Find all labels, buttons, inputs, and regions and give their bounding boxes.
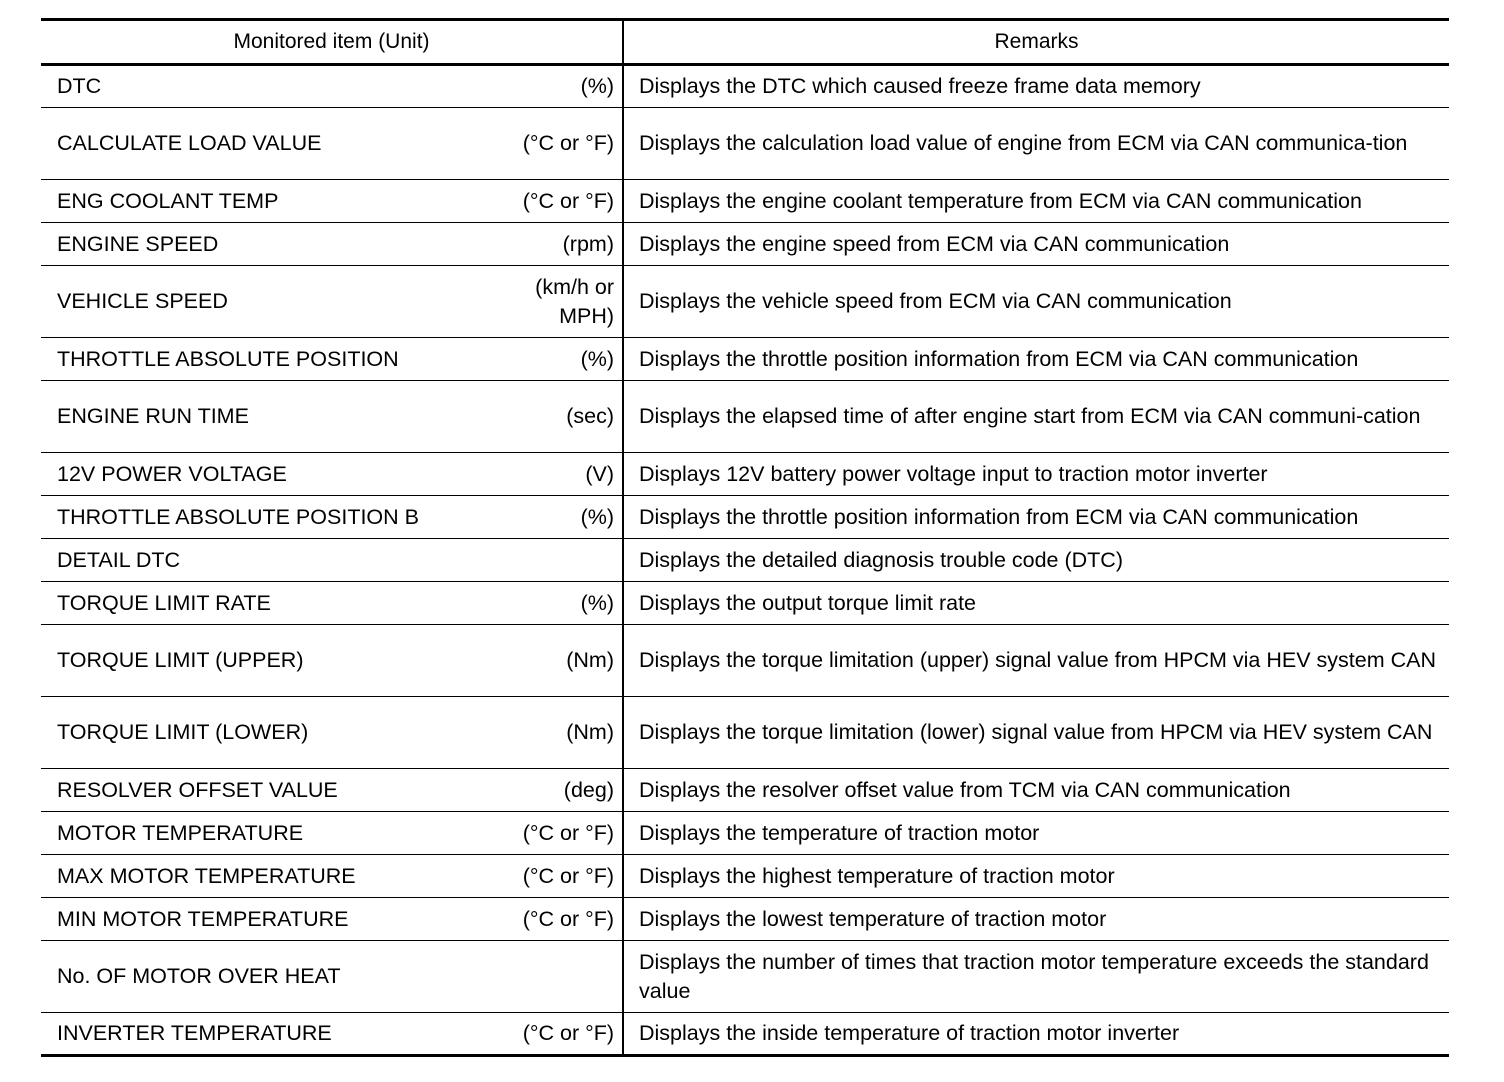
remarks-cell: Displays the engine speed from ECM via CAN communication [623,223,1449,266]
remarks-cell: Displays the output torque limit rate [623,582,1449,625]
monitored-item-name: VEHICLE SPEED [57,289,228,313]
monitored-item-name: MIN MOTOR TEMPERATURE [57,906,349,931]
monitored-item-name: THROTTLE ABSOLUTE POSITION [57,346,399,371]
monitored-item-name: TORQUE LIMIT RATE [57,590,271,615]
table-row [41,453,1449,496]
monitored-item-unit: (deg) [563,777,614,802]
table-row [41,941,1449,1013]
monitored-item-unit: (sec) [566,404,614,428]
monitored-item-name: No. OF MOTOR OVER HEAT [57,964,341,988]
table-row [41,496,1449,539]
monitored-item-unit: (°C or °F) [522,906,614,931]
monitor-item-table [41,18,1449,1057]
table-row [41,266,1449,338]
remarks-cell: Displays the detailed diagnosis trouble code (DTC) [623,539,1449,582]
monitored-item-unit: (%) [580,504,614,529]
table-row [41,180,1449,223]
remarks-cell: Displays the DTC which caused freeze frame data memory [623,65,1449,108]
table-row [41,582,1449,625]
monitored-item-name: MAX MOTOR TEMPERATURE [57,863,356,888]
monitored-item-unit: (rpm) [562,231,614,256]
remarks-cell: Displays the torque limitation (lower) signal value from HPCM via HEV system CAN [623,697,1449,769]
monitored-item-unit: (%) [580,590,614,615]
monitored-item-name: ENGINE RUN TIME [57,404,249,428]
table-row [41,697,1449,769]
monitored-item-name: THROTTLE ABSOLUTE POSITION B [57,504,419,529]
remarks-cell: Displays the highest temperature of traction motor [623,855,1449,898]
monitored-item-name: 12V POWER VOLTAGE [57,461,287,486]
table-row [41,898,1449,941]
table-row [41,381,1449,453]
remarks-cell: Displays the number of times that traction motor temperature exceeds the standard value [623,941,1449,1013]
remarks-cell: Displays the elapsed time of after engine start from ECM via CAN communi-cation [623,381,1449,453]
monitored-item-unit: (°C or °F) [522,131,614,155]
monitored-item-unit: (°C or °F) [522,1021,614,1045]
table-header-row [41,20,1449,65]
remarks-cell: Displays the calculation load value of engine from ECM via CAN communica-tion [623,108,1449,180]
remarks-cell: Displays the vehicle speed from ECM via CAN communication [623,266,1449,338]
monitored-item-unit: (°C or °F) [522,188,614,213]
monitored-item-name: RESOLVER OFFSET VALUE [57,777,338,802]
remarks-cell: Displays the throttle position information from ECM via CAN communication [623,338,1449,381]
table-row [41,625,1449,697]
table-row [41,769,1449,812]
monitored-item-unit: (%) [580,74,614,98]
header-remarks: Remarks [623,20,1449,65]
monitored-item-name: TORQUE LIMIT (UPPER) [57,648,304,672]
table-row [41,65,1449,108]
remarks-cell: Displays the temperature of traction motor [623,812,1449,855]
monitored-item-name: ENGINE SPEED [57,231,219,256]
monitored-item-name: DETAIL DTC [57,547,181,572]
monitored-item-unit: (°C or °F) [522,863,614,888]
remarks-cell: Displays the engine coolant temperature from ECM via CAN communication [623,180,1449,223]
monitored-item-name: ENG COOLANT TEMP [57,188,279,213]
monitored-item-unit: (Nm) [566,720,614,744]
table-row [41,539,1449,582]
monitored-item-name: MOTOR TEMPERATURE [57,820,304,845]
monitored-item-name: DTC [57,74,102,98]
table-row [41,855,1449,898]
table-row [41,1013,1449,1056]
table-row [41,108,1449,180]
remarks-cell: Displays 12V battery power voltage input to traction motor inverter [623,453,1449,496]
table-row [41,812,1449,855]
remarks-cell: Displays the lowest temperature of traction motor [623,898,1449,941]
remarks-cell: Displays the torque limitation (upper) signal value from HPCM via HEV system CAN [623,625,1449,697]
table-row [41,338,1449,381]
monitored-item-unit: (°C or °F) [522,820,614,845]
monitored-item-unit: (%) [580,346,614,371]
remarks-cell: Displays the resolver offset value from TCM via CAN communication [623,769,1449,812]
monitored-item-unit: (Nm) [566,648,614,672]
monitored-item-unit: (km/h or MPH) [535,274,614,328]
monitored-item-name: TORQUE LIMIT (LOWER) [57,720,309,744]
table-row [41,223,1449,266]
monitored-item-name: INVERTER TEMPERATURE [57,1021,332,1045]
header-monitored-item: Monitored item (Unit) [41,20,623,65]
monitored-item-unit: (V) [585,461,614,486]
remarks-cell: Displays the inside temperature of traction motor inverter [623,1013,1449,1056]
remarks-cell: Displays the throttle position information from ECM via CAN communication [623,496,1449,539]
monitored-item-name: CALCULATE LOAD VALUE [57,131,322,155]
